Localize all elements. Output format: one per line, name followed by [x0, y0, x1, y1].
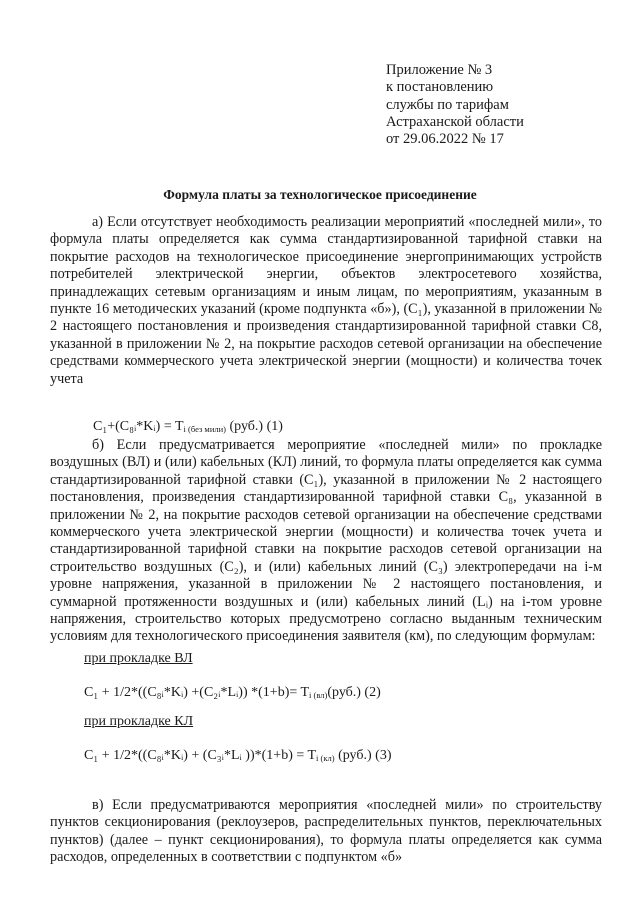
appendix-line: от 29.06.2022 № 17	[386, 131, 504, 148]
paragraph-b: б) Если предусматривается мероприятие «последней мили» по прокладке воздушных (ВЛ) и (или) кабельных (КЛ) линий, то формула платы определяется как сумма стандартизированной тарифной ставки (C₁), указанной в приложении № 2 настоящего постановления, произведения стандартизированной тарифной ставки C₈, указанной в приложении № 2, на покрытие расходов сетевой организации на обеспечение средствами коммерческого учета электрической энергии (мощности) и количества точек учета и стандартизированной тарифной ставки на покрытие расходов сетевой организации на строительство воздушных (C₂), и (или) кабельных линий (C₃) электропередачи на i-м уровне напряжения, указанной в приложении № 2 настоящего постановления, и суммарной протяженности воздушных и (или) кабельных линий (Lᵢ) на i-том уровне напряжения, строительство которых предусмотрено согласно выданным техническим условиям для технологического присоединения заявителя (км), по следующим формулам:	[50, 437, 602, 645]
appendix-line: Приложение № 3	[386, 62, 493, 78]
formula-1-sub: i (без мили)	[183, 424, 226, 434]
section-a	[50, 214, 602, 388]
paragraph-a: а) Если отсутствует необходимость реализации мероприятий «последней мили», то формула платы определяется как сумма стандартизированной тарифной ставки на покрытие расходов на технологическое присоединение энергопринимающих устройств потребителей электрической энергии, объектов электросетевого хозяйства, принадлежащих сетевым организациям и иным лицам, по мероприятиям, указанным в пункте 16 методических указаний (кроме подпункта «б»), (C₁), указанной в приложении № 2 настоящего постановления и произведения стандартизированной тарифной ставки С8, указанной в приложении № 2, на покрытие расходов сетевой организации на обеспечение средствами коммерческого учета электрической энергии (мощности) и количества точек учета	[50, 214, 602, 387]
formula-2-sub: i (вл)	[309, 690, 328, 700]
formula-3	[84, 748, 391, 764]
formula-1-lhs: C₁+(C₈ᵢ*Kᵢ) = T	[93, 419, 184, 434]
formula-3-lhs: C₁ + 1/2*((C₈ᵢ*Kᵢ) + (C₃ᵢ*Lᵢ ))*(1+b) = T	[84, 748, 317, 763]
vl-heading: при прокладке ВЛ	[84, 651, 193, 666]
paragraph-v: в) Если предусматриваются мероприятия «последней мили» по строительству пунктов секционирования (реклоузеров, распределительных пунктов, переключательных пунктов) (далее – пункт секционирования), то формула платы определяется как сумма расходов, определенных в соответствии с подпунктом «б»	[50, 797, 602, 866]
formula-2-rhs: (руб.) (2)	[327, 685, 381, 700]
appendix-header	[386, 62, 524, 148]
formula-3-sub: i (кл)	[316, 753, 335, 763]
appendix-line: к постановлению	[386, 79, 494, 96]
formula-1-rhs: (руб.) (1)	[226, 419, 283, 434]
document-title: Формула платы за технологическое присоединение	[163, 187, 477, 202]
formula-3-rhs: (руб.) (3)	[334, 748, 392, 763]
section-v	[50, 797, 602, 867]
kl-heading: при прокладке КЛ	[84, 714, 194, 729]
appendix-line: службы по тарифам	[386, 96, 509, 113]
formula-1	[93, 419, 283, 435]
appendix-line: Астраханской области	[386, 113, 524, 130]
formula-2	[84, 685, 381, 701]
formula-2-lhs: C₁ + 1/2*((C₈ᵢ*Kᵢ) +(C₂ᵢ*Lᵢ)) *(1+b)= T	[84, 685, 310, 700]
section-b	[50, 437, 602, 646]
